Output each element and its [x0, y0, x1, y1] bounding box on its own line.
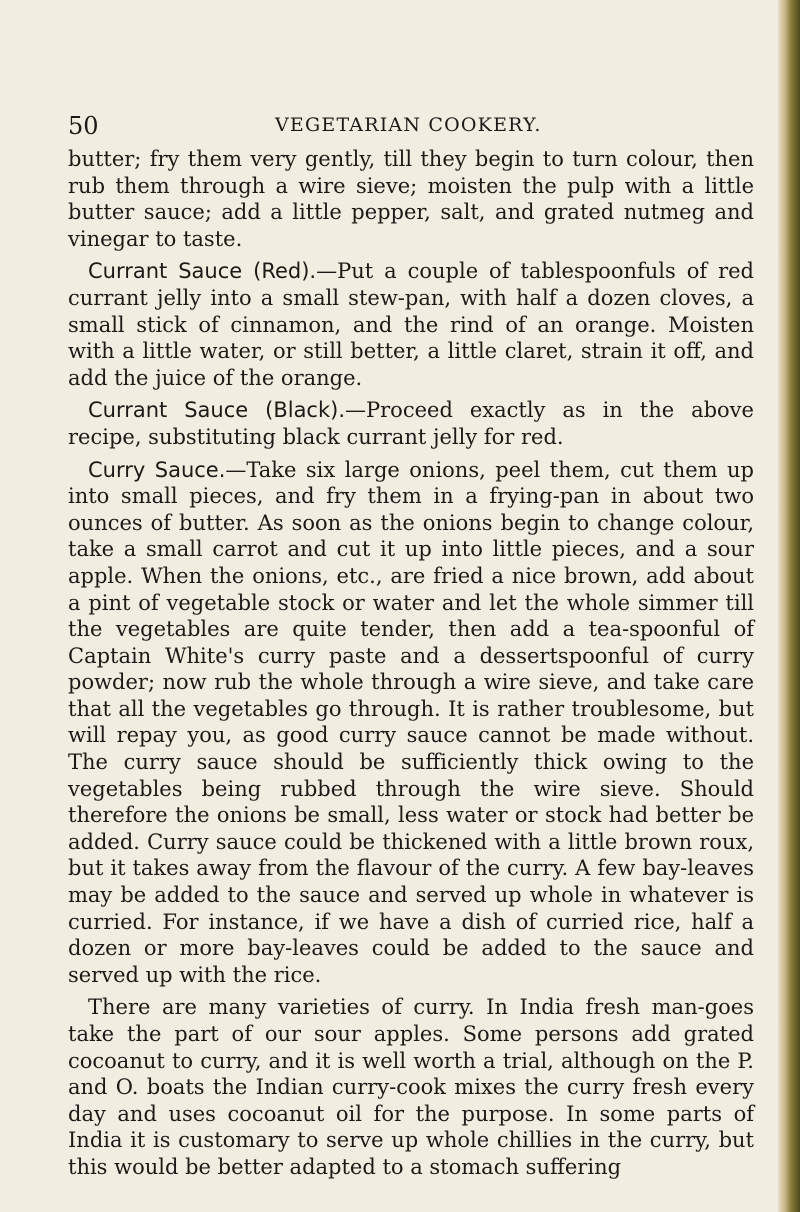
- recipe-heading: Currant Sauce (Red).: [88, 259, 317, 284]
- recipe-body: —Take six large onions, peel them, cut them up into small pieces, and fry them in a frying-pan in about two ounces of butter. As soon as the onions begin to change colour, take a small carrot and cut it up into little pieces, and a sour apple. When the onions, etc., are fried a nice brown, add about a pint of vegetable stock or water and let the whole simmer till the vegetables are quite tender, then add a tea-spoonful of Captain White's curry paste and a dessertspoonful of curry powder; now rub the whole through a wire sieve, and take care that all the vegetables go through. It is rather troublesome, but will repay you, as good curry sauce cannot be made without. The curry sauce should be sufficiently thick owing to the vegetables being rubbed through the wire sieve. Should therefore the onions be small, less water or stock had better be added. Curry sauce could be thickened with a little brown roux, but it takes away from the flavour of the curry. A few bay-leaves may be added to the sauce and served up whole in whatever is curried. For instance, if we have a dish of curried rice, half a dozen or more bay-leaves could be added to the sauce and served up with the rice.: [68, 457, 755, 987]
- recipe-body: —Put a couple of tablespoonfuls of red currant jelly into a small stew-pan, with half a dozen cloves, a small stick of cinnamon, and the rind of an orange. Moisten with a little water, or still better, a little claret, strain it off, and add the juice of the orange.: [68, 259, 754, 390]
- recipe-curry-sauce: [68, 457, 754, 989]
- recipe-heading: Currant Sauce (Black).: [88, 398, 346, 423]
- paragraph-body: There are many varieties of curry. In India fresh man-goes take the part of our sour apples. Some persons add grated cocoanut to curry, and it is well worth a trial, although on the P. and O. boats the Indian curry-cook mixes the curry fresh every day and uses cocoanut oil for the purpose. In some parts of India it is customary to serve up whole chillies in the curry, but this would be better adapted to a stomach suffering: [68, 995, 754, 1179]
- recipe-currant-sauce-red: [68, 258, 754, 391]
- paragraph-body: butter; fry them very gently, till they begin to turn colour, then rub them through a wire sieve; moisten the pulp with a little butter sauce; add a little pepper, salt, and grated nutmeg and vinegar to taste.: [68, 147, 754, 251]
- running-title: VEGETARIAN COOKERY.: [275, 114, 542, 136]
- paragraph-continued: [68, 146, 754, 252]
- recipe-heading: Curry Sauce.: [88, 457, 226, 482]
- paragraph-curry-varieties: [68, 994, 754, 1180]
- page-number: 50: [68, 112, 99, 140]
- running-head: [68, 112, 758, 142]
- recipe-body: —Proceed exactly as in the above recipe, substituting black currant jelly for red.: [68, 398, 754, 449]
- page-binding-edge: [778, 0, 800, 1212]
- body-text: [68, 146, 754, 1187]
- recipe-currant-sauce-black: [68, 397, 754, 450]
